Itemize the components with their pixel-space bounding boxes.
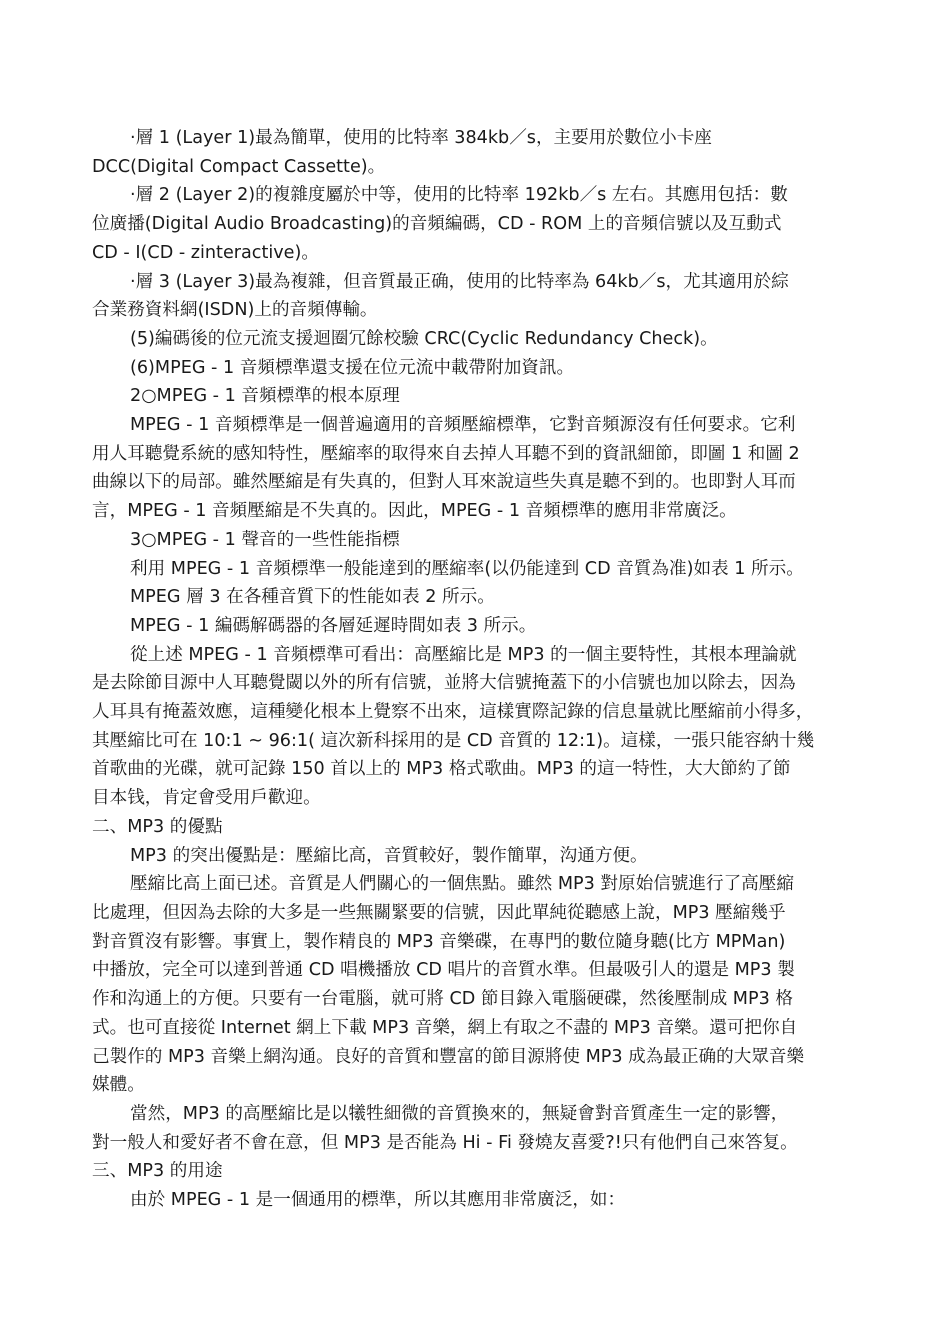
- text-line: 言，MPEG - 1 音頻壓縮是不失真的。因此，MPEG - 1 音頻標準的應用非常廣泛。: [92, 501, 737, 522]
- text-line: 壓縮比高上面已述。音質是人們關心的一個焦點。雖然 MP3 對原始信號進行了高壓縮: [130, 874, 794, 895]
- text-line: 從上述 MPEG - 1 音頻標準可看出：高壓縮比是 MP3 的一個主要特性，其根本理論就: [130, 644, 797, 665]
- text-line: ·層 3 (Layer 3)最為複雜，但音質最正确，使用的比特率為 64kb／s，尤其適用於綜: [130, 271, 789, 292]
- text-line: 首歌曲的光碟，就可記錄 150 首以上的 MP3 格式歌曲。MP3 的這一特性，大大節約了節: [92, 759, 791, 780]
- text-line: 作和沟通上的方便。只要有一台電腦，就可將 CD 節目錄入電腦硬碟，然後壓制成 MP3 格: [92, 989, 793, 1010]
- text-line: DCC(Digital Compact Cassette)。: [92, 156, 386, 177]
- text-line: 用人耳聽覺系統的感知特性，壓縮率的取得來自去掉人耳聽不到的資訊細節，即圖 1 和圖 2: [92, 443, 800, 464]
- text-line: ·層 2 (Layer 2)的複雜度屬於中等，使用的比特率 192kb／s 左右。其應用包括：數: [130, 185, 788, 206]
- text-line: 合業務資料網(ISDN)上的音頻傳輸。: [92, 300, 378, 321]
- text-line: 目本钱，肯定會受用戶歡迎。: [92, 788, 321, 809]
- text-line: 人耳具有掩蓋效應，這種變化根本上覺察不出來，這樣實際記錄的信息量就比壓縮前小得多，: [92, 702, 814, 723]
- document-body: [92, 124, 877, 1215]
- text-line: CD - I(CD - zinteractive)。: [92, 242, 319, 263]
- text-line: 3○MPEG - 1 聲音的一些性能指標: [130, 529, 400, 550]
- text-line: 曲線以下的局部。雖然壓縮是有失真的，但對人耳來說這些失真是聽不到的。也即對人耳而: [92, 472, 796, 493]
- text-line: 利用 MPEG - 1 音頻標準一般能達到的壓縮率(以仍能達到 CD 音質為准)如表 1 所示。: [130, 558, 804, 579]
- text-line: 中播放，完全可以達到普通 CD 唱機播放 CD 唱片的音質水準。但最吸引人的還是 MP3 製: [92, 960, 795, 981]
- text-line: 當然，MP3 的高壓縮比是以犧牲細微的音質換來的，無疑會對音質產生一定的影響，: [130, 1103, 789, 1124]
- text-line: 二、MP3 的優點: [92, 816, 223, 837]
- text-line: 由於 MPEG - 1 是一個通用的標準，所以其應用非常廣泛，如：: [130, 1190, 626, 1211]
- text-line: MPEG 層 3 在各種音質下的性能如表 2 所示。: [130, 587, 495, 608]
- text-line: 對音質沒有影響。事實上，製作精良的 MP3 音樂碟，在專門的數位隨身聽(比方 MPMan): [92, 931, 786, 952]
- text-line: 比處理，但因為去除的大多是一些無關緊要的信號，因此單純從聽感上說，MP3 壓縮幾乎: [92, 902, 786, 923]
- text-line: (6)MPEG - 1 音頻標準還支援在位元流中載帶附加資訊。: [130, 357, 575, 378]
- text-line: 其壓縮比可在 10:1 ~ 96:1( 這次新科採用的是 CD 音質的 12:1)。這樣，一張只能容納十幾: [92, 730, 815, 751]
- text-line: 對一般人和愛好者不會在意，但 MP3 是否能為 Hi - Fi 發燒友喜愛?!只有他們自己來答复。: [92, 1132, 798, 1153]
- text-line: (5)編碼後的位元流支援迴圈冗餘校驗 CRC(Cyclic Redundancy Check)。: [130, 328, 718, 349]
- text-line: 媒體。: [92, 1075, 145, 1096]
- text-line: 位廣播(Digital Audio Broadcasting)的音頻編碼，CD - ROM 上的音頻信號以及互動式: [92, 214, 782, 235]
- text-line: MPEG - 1 音頻標準是一個普遍適用的音頻壓縮標準，它對音頻源沒有任何要求。它利: [130, 415, 796, 436]
- text-line: 式。也可直接從 Internet 網上下載 MP3 音樂，網上有取之不盡的 MP3 音樂。還可把你自: [92, 1017, 798, 1038]
- text-line: MP3 的突出優點是：壓縮比高，音質較好，製作簡單，沟通方便。: [130, 845, 648, 866]
- text-line: 是去除節目源中人耳聽覺閾以外的所有信號，並將大信號掩蓋下的小信號也加以除去，因為: [92, 673, 796, 694]
- text-line: 三、MP3 的用途: [92, 1161, 223, 1182]
- text-line: ·層 1 (Layer 1)最為簡單，使用的比特率 384kb／s，主要用於數位小卡座: [130, 128, 712, 148]
- text-line: MPEG - 1 編碼解碼器的各層延遲時間如表 3 所示。: [130, 615, 537, 636]
- text-line: 2○MPEG - 1 音頻標準的根本原理: [130, 386, 400, 407]
- text-line: 己製作的 MP3 音樂上網沟通。良好的音質和豐富的節目源將使 MP3 成為最正确的大眾音樂: [92, 1046, 805, 1067]
